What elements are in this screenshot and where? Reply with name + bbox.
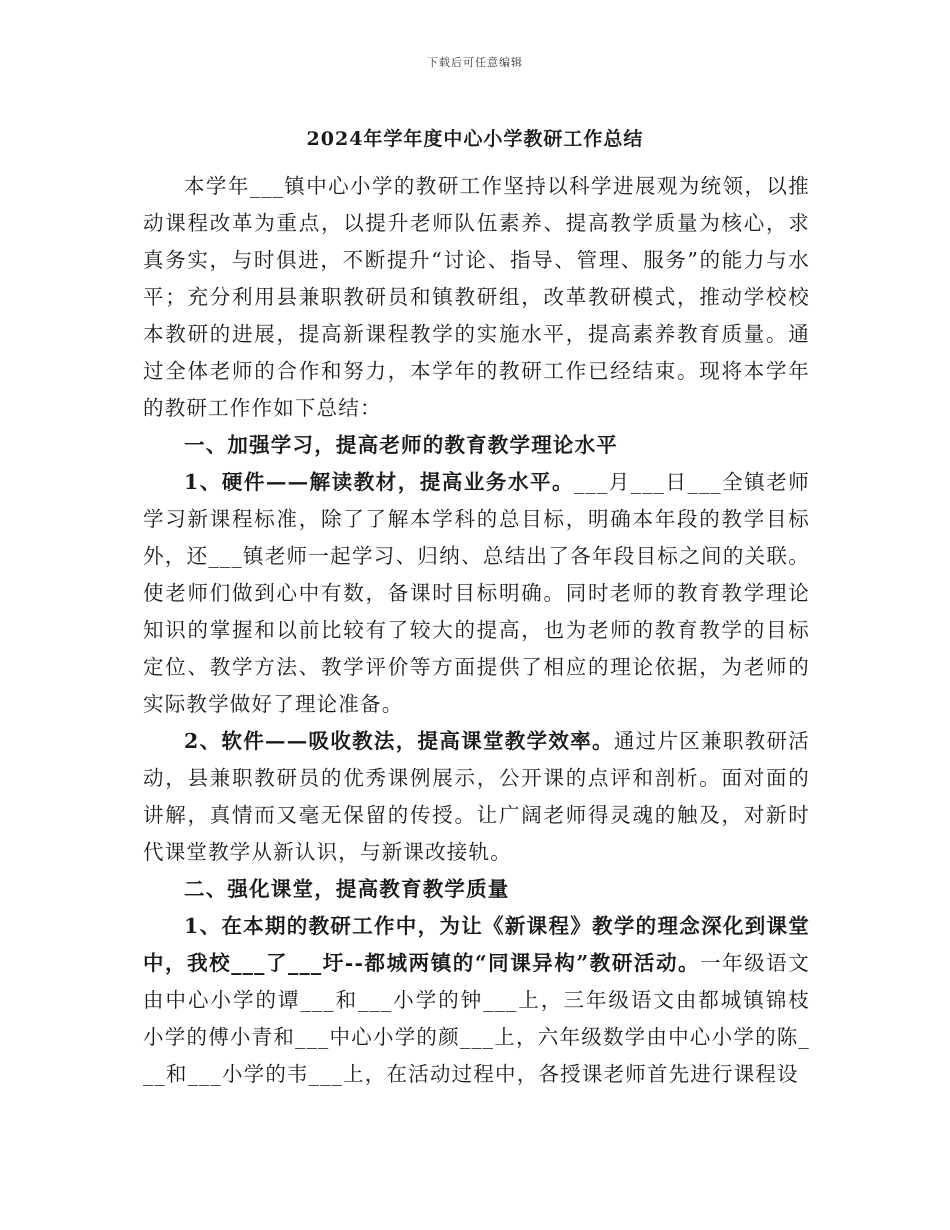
document-body: [143, 168, 810, 1093]
paragraph-text: 本学年___镇中心小学的教研工作坚持以科学进展观为统领，以推动课程改革为重点，以提升老师队伍素养、提高教学质量为核心，求真务实，与时俱进，不断提升“讨论、指导、管理、服务”的能力与水平；充分利用县兼职教研员和镇教研组，改革教研模式，推动学校校本教研的进展，提高新课程教学的实施水平，提高素养教育质量。通过全体老师的合作和努力，本学年的教研工作已经结束。现将本学年的教研工作作如下总结：: [143, 174, 810, 420]
section-heading-text: 一、加强学习，提高老师的教育教学理论水平: [184, 433, 618, 457]
paragraph-text: 一年级语文由中心小学的谭___和___小学的钟___上，三年级语文由都城镇锦枝小学的傅小青和___中心小学的颜___上，六年级数学由中心小学的陈___和___小学的韦___上，在活动过程中，各授课老师首先进行课程设: [143, 951, 810, 1086]
page-title: 2024年学年度中心小学教研工作总结: [306, 128, 644, 150]
paragraph-text: ___月___日___全镇老师学习新课程标准，除了了解本学科的总目标，明确本年段的教学目标外，还___镇老师一起学习、归纳、总结出了各年段目标之间的关联。使老师们做到心中有数，备课时目标明确。同时老师的教育教学理论知识的掌握和以前比较有了较大的提高，也为老师的教育教学的目标定位、教学方法、教学评价等方面提供了相应的理论依据，为老师的实际教学做好了理论准备。: [143, 470, 810, 716]
section-heading-1: [143, 427, 810, 464]
header-note: 下载后可任意编辑: [427, 56, 523, 69]
section-heading-text: 二、强化课堂，提高教育教学质量: [184, 877, 510, 901]
paragraph-hardware: [143, 464, 810, 723]
paragraph-lead: 2、软件——吸收教法，提高课堂教学效率。: [184, 729, 614, 753]
paragraph-activity: [143, 908, 810, 1093]
paragraph-software: [143, 723, 810, 871]
paragraph-lead: 1、在本期的教研工作中，为让《新课程》教学的理念深化到课堂中，我校___了___圩--都城两镇的“同课异构”教研活动。: [143, 914, 810, 975]
paragraph-intro: [143, 168, 810, 427]
section-heading-2: [143, 871, 810, 908]
paragraph-text: 通过片区兼职教研活动，县兼职教研员的优秀课例展示，公开课的点评和剖析。面对面的讲解，真情而又毫无保留的传授。让广阔老师得灵魂的触及，对新时代课堂教学从新认识，与新课改接轨。: [143, 729, 810, 864]
paragraph-lead: 1、硬件——解读教材，提高业务水平。: [184, 470, 575, 494]
